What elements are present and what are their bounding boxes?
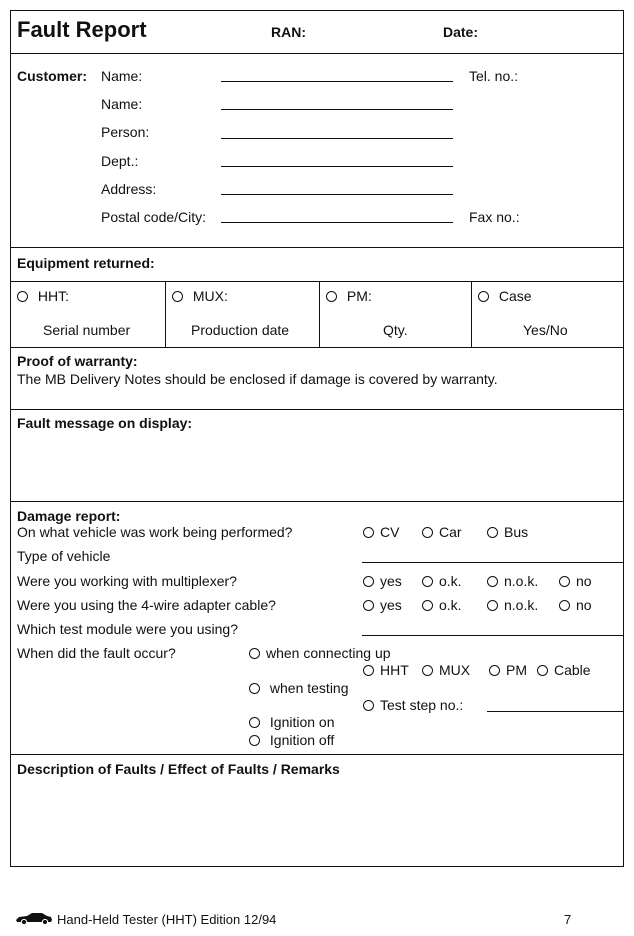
vehicle-car-option[interactable]	[422, 524, 462, 540]
test-step-option[interactable]	[363, 697, 463, 713]
equipment-item-label: HHT:	[37, 288, 70, 304]
divider	[10, 281, 624, 282]
question-mux: Were you working with multiplexer?	[17, 573, 237, 589]
customer-dept-line[interactable]	[221, 166, 453, 167]
customer-field-label: Postal code/City:	[101, 209, 207, 225]
cable-no-option[interactable]	[559, 597, 592, 613]
option-label: when connecting up	[266, 645, 391, 661]
option-label: HHT	[380, 662, 409, 678]
radio-icon	[537, 665, 548, 676]
question-module: Which test module were you using?	[17, 621, 238, 637]
option-label: MUX	[439, 662, 471, 678]
customer-person-line[interactable]	[221, 138, 453, 139]
footer-text: Hand-Held Tester (HHT) Edition 12/94	[57, 912, 277, 927]
radio-icon	[363, 576, 374, 587]
divider	[471, 281, 472, 347]
ran-label: RAN:	[271, 24, 306, 40]
divider	[319, 281, 320, 347]
cable-yes-option[interactable]	[363, 597, 402, 613]
option-label: CV	[380, 524, 400, 540]
customer-name2-line[interactable]	[221, 109, 453, 110]
equipment-heading: Equipment returned:	[17, 255, 155, 271]
option-label: o.k.	[439, 573, 462, 589]
option-label: no	[576, 573, 592, 589]
customer-field-label: Dept.:	[101, 153, 139, 169]
radio-icon	[559, 576, 570, 587]
test-module-line[interactable]	[362, 635, 623, 636]
when-connecting-option[interactable]	[249, 645, 391, 661]
equipment-pm-option[interactable]	[326, 288, 372, 304]
radio-icon	[489, 665, 500, 676]
when-testing-option[interactable]	[249, 680, 349, 696]
equipment-mux-option[interactable]	[172, 288, 228, 304]
warranty-heading: Proof of warranty:	[17, 353, 138, 369]
tel-label: Tel. no.:	[469, 68, 519, 84]
radio-icon	[17, 291, 28, 302]
connect-pm-option[interactable]	[489, 662, 527, 678]
car-icon	[15, 911, 53, 925]
ignition-on-option[interactable]	[249, 714, 335, 730]
option-label: Ignition off	[269, 732, 335, 748]
radio-icon	[487, 576, 498, 587]
connect-mux-option[interactable]	[422, 662, 470, 678]
radio-icon	[363, 665, 374, 676]
equipment-sub-label: Qty.	[383, 322, 408, 338]
cable-ok-option[interactable]	[422, 597, 462, 613]
mux-no-option[interactable]	[559, 573, 592, 589]
fault-message-heading: Fault message on display:	[17, 415, 193, 431]
page-title: Fault Report	[17, 17, 147, 42]
equipment-item-label: PM:	[346, 288, 372, 304]
option-label: PM	[506, 662, 527, 678]
customer-city-line[interactable]	[221, 222, 453, 223]
option-label: yes	[380, 597, 402, 613]
equipment-sub-label: Serial number	[43, 322, 131, 338]
radio-icon	[363, 527, 374, 538]
option-label: n.o.k.	[504, 597, 539, 613]
connect-cable-option[interactable]	[537, 662, 591, 678]
description-heading: Description of Faults / Effect of Faults / Remarks	[17, 761, 340, 777]
divider	[10, 247, 624, 248]
option-label: no	[576, 597, 592, 613]
radio-icon	[422, 665, 433, 676]
cable-nok-option[interactable]	[487, 597, 538, 613]
divider	[10, 53, 624, 54]
radio-icon	[326, 291, 337, 302]
mux-ok-option[interactable]	[422, 573, 462, 589]
divider	[10, 754, 624, 755]
option-label: Ignition on	[269, 714, 335, 730]
page-number: 7	[564, 912, 572, 927]
vehicle-type-line[interactable]	[362, 562, 623, 563]
option-label: n.o.k.	[504, 573, 539, 589]
option-label: Test step no.:	[380, 697, 464, 713]
option-label: Car	[439, 524, 462, 540]
divider	[165, 281, 166, 347]
radio-icon	[363, 600, 374, 611]
equipment-case-option[interactable]	[478, 288, 532, 304]
radio-icon	[249, 648, 260, 659]
option-label: Bus	[504, 524, 529, 540]
fax-label: Fax no.:	[469, 209, 520, 225]
radio-icon	[249, 683, 260, 694]
divider	[10, 409, 624, 410]
warranty-text: The MB Delivery Notes should be enclosed if damage is covered by warranty.	[17, 371, 498, 387]
vehicle-bus-option[interactable]	[487, 524, 528, 540]
equipment-sub-label: Yes/No	[523, 322, 568, 338]
radio-icon	[422, 527, 433, 538]
customer-name-line[interactable]	[221, 81, 453, 82]
radio-icon	[422, 576, 433, 587]
option-label: when testing	[269, 680, 349, 696]
equipment-item-label: Case	[498, 288, 532, 304]
option-label: yes	[380, 573, 402, 589]
damage-heading: Damage report:	[17, 508, 121, 524]
option-label: Cable	[554, 662, 591, 678]
radio-icon	[249, 735, 260, 746]
equipment-hht-option[interactable]	[17, 288, 69, 304]
customer-field-label: Name:	[101, 68, 143, 84]
ignition-off-option[interactable]	[249, 732, 334, 748]
radio-icon	[172, 291, 183, 302]
customer-field-label: Address:	[101, 181, 157, 197]
radio-icon	[487, 527, 498, 538]
date-label: Date:	[443, 24, 479, 40]
radio-icon	[478, 291, 489, 302]
customer-field-label: Person:	[101, 124, 150, 140]
question-when: When did the fault occur?	[17, 645, 176, 661]
mux-nok-option[interactable]	[487, 573, 538, 589]
question-vehicle: On what vehicle was work being performed?	[17, 524, 293, 540]
equipment-item-label: MUX:	[192, 288, 228, 304]
radio-icon	[422, 600, 433, 611]
radio-icon	[559, 600, 570, 611]
vehicle-cv-option[interactable]	[363, 524, 399, 540]
question-type: Type of vehicle	[17, 548, 111, 564]
question-cable: Were you using the 4-wire adapter cable?	[17, 597, 276, 613]
divider	[10, 347, 624, 348]
customer-address-line[interactable]	[221, 194, 453, 195]
equipment-sub-label: Production date	[191, 322, 290, 338]
customer-field-label: Name:	[101, 96, 143, 112]
connect-hht-option[interactable]	[363, 662, 409, 678]
option-label: o.k.	[439, 597, 462, 613]
customer-heading: Customer:	[17, 68, 88, 84]
divider	[10, 501, 624, 502]
mux-yes-option[interactable]	[363, 573, 402, 589]
test-step-line[interactable]	[487, 711, 623, 712]
radio-icon	[363, 700, 374, 711]
radio-icon	[487, 600, 498, 611]
radio-icon	[249, 717, 260, 728]
